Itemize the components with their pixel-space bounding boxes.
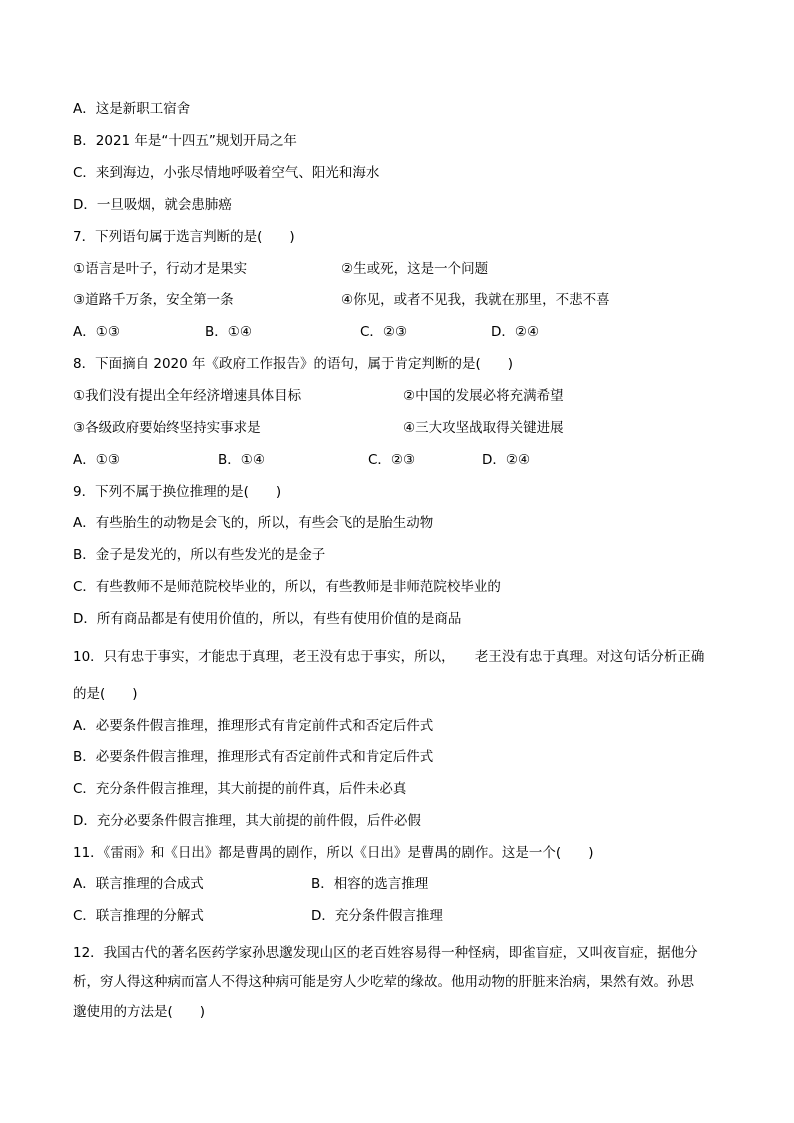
q8-item-2: ②中国的发展必将充满希望 [403, 388, 564, 404]
q9-option-a: A．有些胎生的动物是会飞的，所以，有些会飞的是胎生动物 [73, 515, 434, 531]
q7-item-1: ①语言是叶子，行动才是果实 [73, 261, 248, 277]
q6-option-b: B．2021 年是“十四五”规划开局之年 [73, 133, 297, 149]
q6-option-a: A．这是新职工宿舍 [73, 101, 191, 117]
q9-option-d: D．所有商品都是有使用价值的，所以，有些有使用价值的是商品 [73, 611, 462, 627]
q7-choice-c: C．②③ [360, 324, 408, 340]
q11-choice-b: B．相容的选言推理 [311, 876, 429, 892]
q11-choice-a: A．联言推理的合成式 [73, 876, 204, 892]
q10-option-c: C．充分条件假言推理，其大前提的前件真，后件未必真 [73, 781, 407, 797]
q12-stem-line1: 12．我国古代的著名医药学家孙思邈发现山区的老百姓容易得一种怪病，即雀盲症，又叫夜盲症，据他分 [73, 945, 698, 961]
q8-choice-a: A．①③ [73, 452, 120, 468]
q9-stem: 9．下列不属于换位推理的是( ) [73, 484, 282, 500]
q7-item-3: ③道路千万条，安全第一条 [73, 292, 234, 308]
q12-stem-line2: 析，穷人得这种病而富人不得这种病可能是穷人少吃荤的缘故。他用动物的肝脏来治病，果然有效。孙思 [73, 974, 694, 990]
q8-item-3: ③各级政府要始终坚持实事求是 [73, 420, 261, 436]
q8-item-4: ④三大攻坚战取得关键进展 [403, 420, 564, 436]
q6-option-c: C．来到海边，小张尽情地呼吸着空气、阳光和海水 [73, 165, 380, 181]
q8-stem: 8．下面摘自 2020 年《政府工作报告》的语句，属于肯定判断的是( ) [73, 356, 514, 372]
q8-item-1: ①我们没有提出全年经济增速具体目标 [73, 388, 302, 404]
q7-stem: 7．下列语句属于选言判断的是( ) [73, 229, 295, 245]
q12-stem-line3: 邈使用的方法是( ) [73, 1004, 206, 1020]
q10-option-a: A．必要条件假言推理，推理形式有肯定前件式和否定后件式 [73, 718, 434, 734]
q10-option-d: D．充分必要条件假言推理，其大前提的前件假，后件必假 [73, 813, 421, 829]
q8-choice-d: D．②④ [482, 452, 531, 468]
q10-option-b: B．必要条件假言推理，推理形式有否定前件式和肯定后件式 [73, 749, 434, 765]
q11-stem: 11．《雷雨》和《日出》都是曹禺的剧作，所以《日出》是曹禺的剧作。这是一个( ) [73, 845, 594, 861]
q8-choice-b: B．①④ [218, 452, 265, 468]
q11-choice-c: C．联言推理的分解式 [73, 908, 204, 924]
q10-stem-line1: 10．只有忠于事实，才能忠于真理，老王没有忠于事实，所以， 老王没有忠于真理。对这句话分析正确 [73, 649, 705, 665]
q11-choice-d: D．充分条件假言推理 [311, 908, 443, 924]
q10-stem-line2: 的是( ) [73, 686, 138, 702]
q6-option-d: D．一旦吸烟，就会患肺癌 [73, 197, 232, 213]
q7-item-4: ④你见，或者不见我，我就在那里，不悲不喜 [341, 292, 610, 308]
q7-choice-b: B．①④ [205, 324, 252, 340]
q7-choice-d: D．②④ [491, 324, 540, 340]
q9-option-c: C．有些教师不是师范院校毕业的，所以，有些教师是非师范院校毕业的 [73, 579, 501, 595]
q8-choice-c: C．②③ [368, 452, 416, 468]
q7-item-2: ②生或死，这是一个问题 [341, 261, 489, 277]
q9-option-b: B．金子是发光的，所以有些发光的是金子 [73, 547, 326, 563]
q7-choice-a: A．①③ [73, 324, 120, 340]
